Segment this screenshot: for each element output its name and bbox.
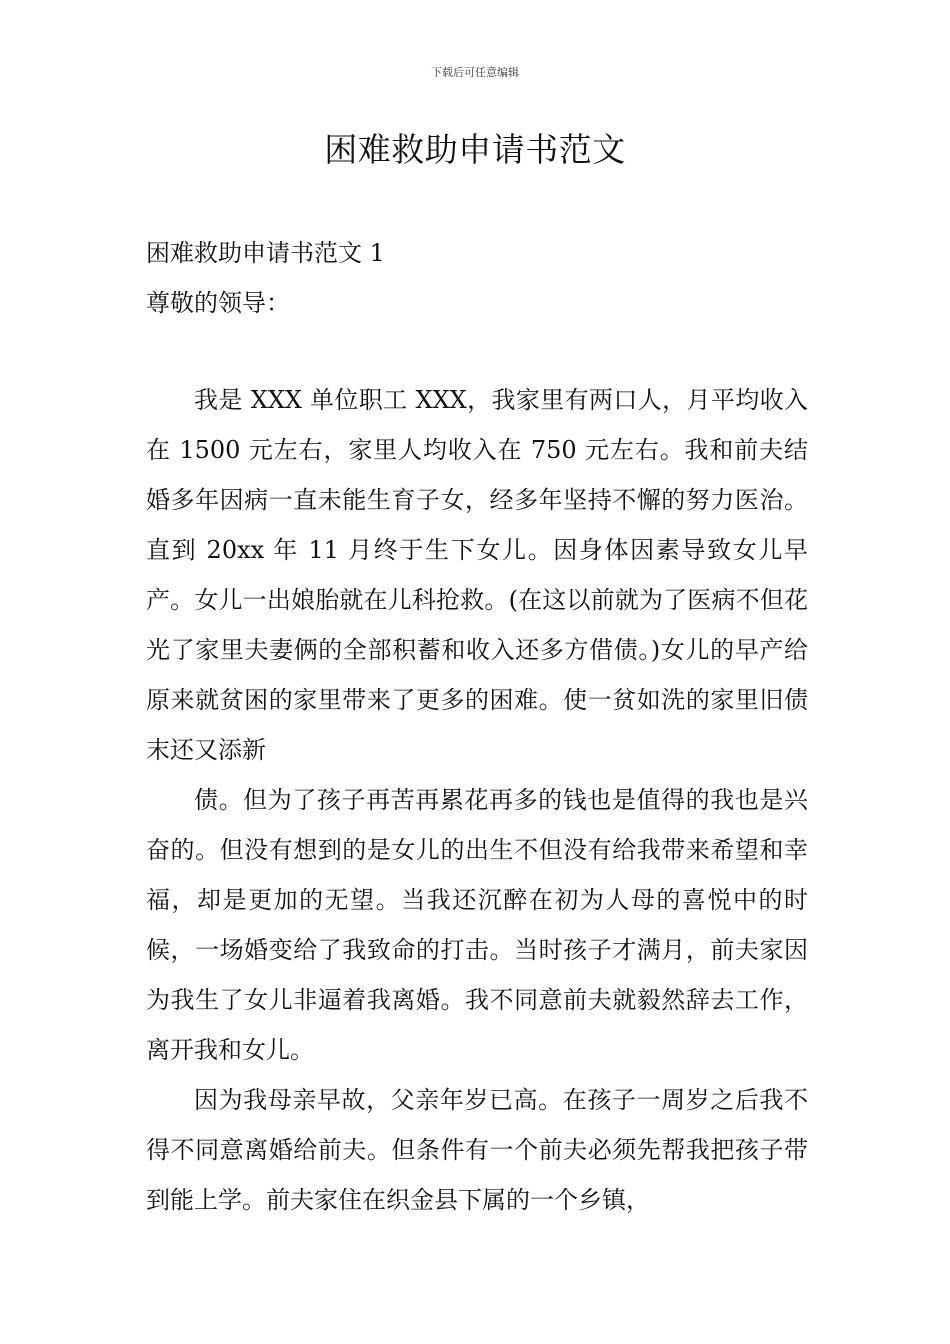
document-title: 困难救助申请书范文: [324, 130, 626, 169]
paragraph: 因为我母亲早故，父亲年岁已高。在孩子一周岁之后我不得不同意离婚给前夫。但条件有一个前夫必须先帮我把孩子带到能上学。前夫家住在织金县下属的一个乡镇，: [146, 1086, 808, 1214]
header-note: 下载后可任意编辑: [431, 66, 519, 79]
paragraph: 我是 XXX 单位职工 XXX，我家里有两口人，月平均收入在 1500 元左右，家里人均收入在 750 元左右。我和前夫结婚多年因病一直未能生育子女，经多年坚持不懈的努力医治。直到 20xx 年 11 月终于生下女儿。因身体因素导致女儿早产。女儿一出娘胎就在儿科抢救。(在这以前就为了医病不但花光了家里夫妻俩的全部积蓄和收入还多方借债。)女儿的早产给原来就贫困的家里带来了更多的困难。使一贫如洗的家里旧债末还又添新: [146, 386, 808, 764]
body-paragraphs: [146, 375, 808, 1225]
paragraph: 债。但为了孩子再苦再累花再多的钱也是值得的我也是兴奋的。但没有想到的是女儿的出生不但没有给我带来希望和幸福，却是更加的无望。当我还沉醉在初为人母的喜悦中的时候，一场婚变给了我致命的打击。当时孩子才满月，前夫家因为我生了女儿非逼着我离婚。我不同意前夫就毅然辞去工作，离开我和女儿。: [146, 786, 808, 1064]
salutation: 尊敬的领导：: [146, 289, 290, 317]
section-subtitle: 困难救助申请书范文 1: [146, 239, 385, 267]
